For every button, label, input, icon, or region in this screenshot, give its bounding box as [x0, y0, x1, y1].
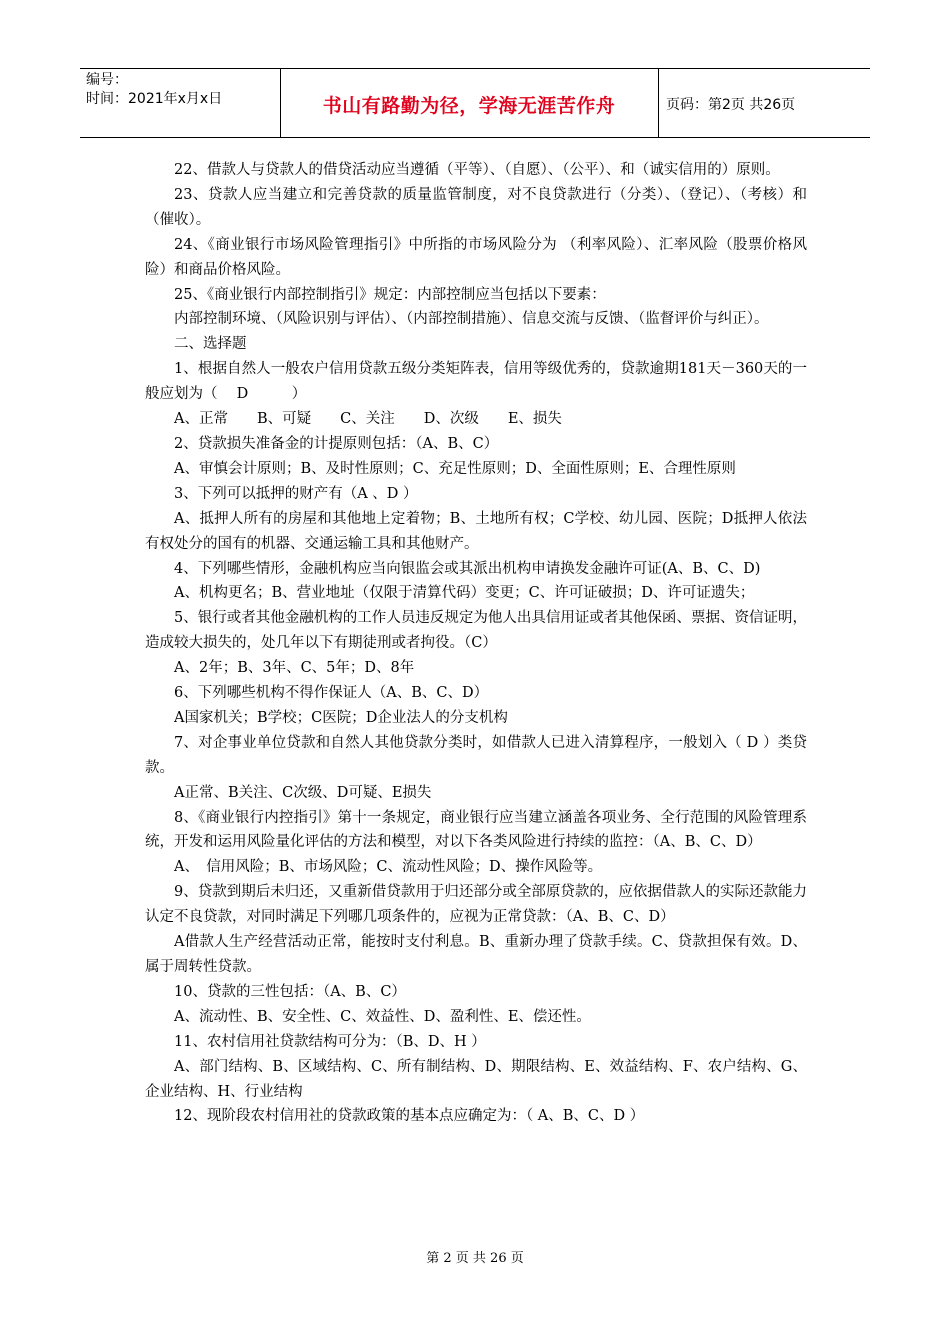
header-page-info: 页码：第2页 共26页 — [666, 97, 796, 113]
header-motto: 书山有路勤为径，学海无涯苦作舟 — [322, 95, 616, 117]
question-9: 9、贷款到期后未归还，又重新借贷款用于归还部分或全部原贷款的，应依据借款人的实际还款能力认定不良贷款，对同时满足下列哪几项条件的，应视为正常贷款：（A、B、C、D） — [145, 884, 807, 926]
paragraph-q22: 22、借款人与贷款人的借贷活动应当遵循（平等）、（自愿）、（公平）、和（诚实信用的）原则。 — [174, 162, 780, 178]
question-4: 4、下列哪些情形，金融机构应当向银监会或其派出机构申请换发金融许可证(A、B、C、D) — [174, 560, 761, 577]
question-2: 2、贷款损失准备金的计提原则包括：（A、B、C） — [174, 435, 499, 452]
question-8: 8、《商业银行内控指引》第十一条规定，商业银行应当建立涵盖各项业务、全行范围的风险管理系统，开发和运用风险量化评估的方法和模型，对以下各类风险进行持续的监控：（A、B、C、D） — [145, 809, 807, 851]
options-5: A、2年；B、3年、C、5年；D、8年 — [174, 660, 415, 677]
paragraph-q25: 25、《商业银行内部控制指引》规定：内部控制应当包括以下要素： — [174, 286, 606, 303]
options-6: A国家机关；B学校；C医院；D企业法人的分支机构 — [174, 709, 508, 726]
question-1: 1、根据自然人一般农户信用贷款五级分类矩阵表，信用等级优秀的，贷款逾期181天－360天的一般应划为（ D ） — [145, 361, 807, 403]
options-10: A、流动性、B、安全性、C、效益性、D、盈利性、E、偿还性。 — [174, 1008, 591, 1025]
header-meta — [86, 71, 276, 109]
document-date: 时间：2021年x月x日 — [86, 91, 223, 107]
paragraph-q23: 23、贷款人应当建立和完善贷款的质量监管制度，对不良贷款进行（分类）、（登记）、（考核）和（催收）。 — [145, 186, 807, 228]
question-7: 7、对企事业单位贷款和自然人其他贷款分类时，如借款人已进入清算程序，一般划入（ D ）类贷款。 — [145, 734, 807, 776]
options-2: A、审慎会计原则；B、及时性原则；C、充足性原则；D、全面性原则；E、合理性原则 — [174, 460, 736, 477]
page-header — [80, 68, 870, 138]
options-1: A、正常 B、可疑 C、关注 D、次级 E、损失 — [174, 411, 562, 428]
page-footer: 第 2 页 共 26 页 — [426, 1251, 524, 1266]
options-8: A、 信用风险；B、市场风险；C、流动性风险；D、操作风险等。 — [174, 859, 603, 876]
document-body — [145, 158, 807, 1129]
question-11: 11、农村信用社贷款结构可分为：（B、D、H ） — [174, 1033, 486, 1050]
document-number-label: 编号： — [86, 72, 128, 88]
section-heading-choice: 二、选择题 — [174, 336, 247, 353]
options-9: A借款人生产经营活动正常，能按时支付利息。B、重新办理了贷款手续。C、贷款担保有效。D、属于周转性贷款。 — [145, 934, 807, 975]
header-divider-right — [658, 69, 659, 137]
paragraph-q25-answer: 内部控制环境、（风险识别与评估）、（内部控制措施）、信息交流与反馈、（监督评价与纠正）。 — [174, 311, 769, 328]
options-4: A、机构更名；B、营业地址（仅限于清算代码）变更；C、许可证破损；D、许可证遗失； — [174, 585, 755, 602]
paragraph-q24: 24、《商业银行市场风险管理指引》中所指的市场风险分为 （利率风险）、汇率风险（股票价格风险）和商品价格风险。 — [145, 236, 807, 278]
question-3: 3、下列可以抵押的财产有（A 、D ） — [174, 485, 418, 502]
question-6: 6、下列哪些机构不得作保证人（A、B、C、D） — [174, 685, 489, 702]
header-divider-left — [280, 69, 281, 137]
question-12: 12、现阶段农村信用社的贷款政策的基本点应确定为：（ A、B、C、D ） — [174, 1108, 645, 1125]
options-11: A、部门结构、B、区域结构、C、所有制结构、D、期限结构、E、效益结构、F、农户结构、G、企业结构、H、行业结构 — [145, 1058, 807, 1100]
options-3: A、抵押人所有的房屋和其他地上定着物；B、土地所有权；C学校、幼儿园、医院；D抵押人依法有权处分的国有的机器、交通运输工具和其他财产。 — [145, 510, 807, 552]
question-10: 10、贷款的三性包括：（A、B、C） — [174, 983, 406, 1000]
options-7: A正常、B关注、C次级、D可疑、E损失 — [174, 784, 432, 801]
question-5: 5、银行或者其他金融机构的工作人员违反规定为他人出具信用证或者其他保函、票据、资信证明，造成较大损失的，处几年以下有期徒刑或者拘役。（C） — [145, 610, 807, 652]
